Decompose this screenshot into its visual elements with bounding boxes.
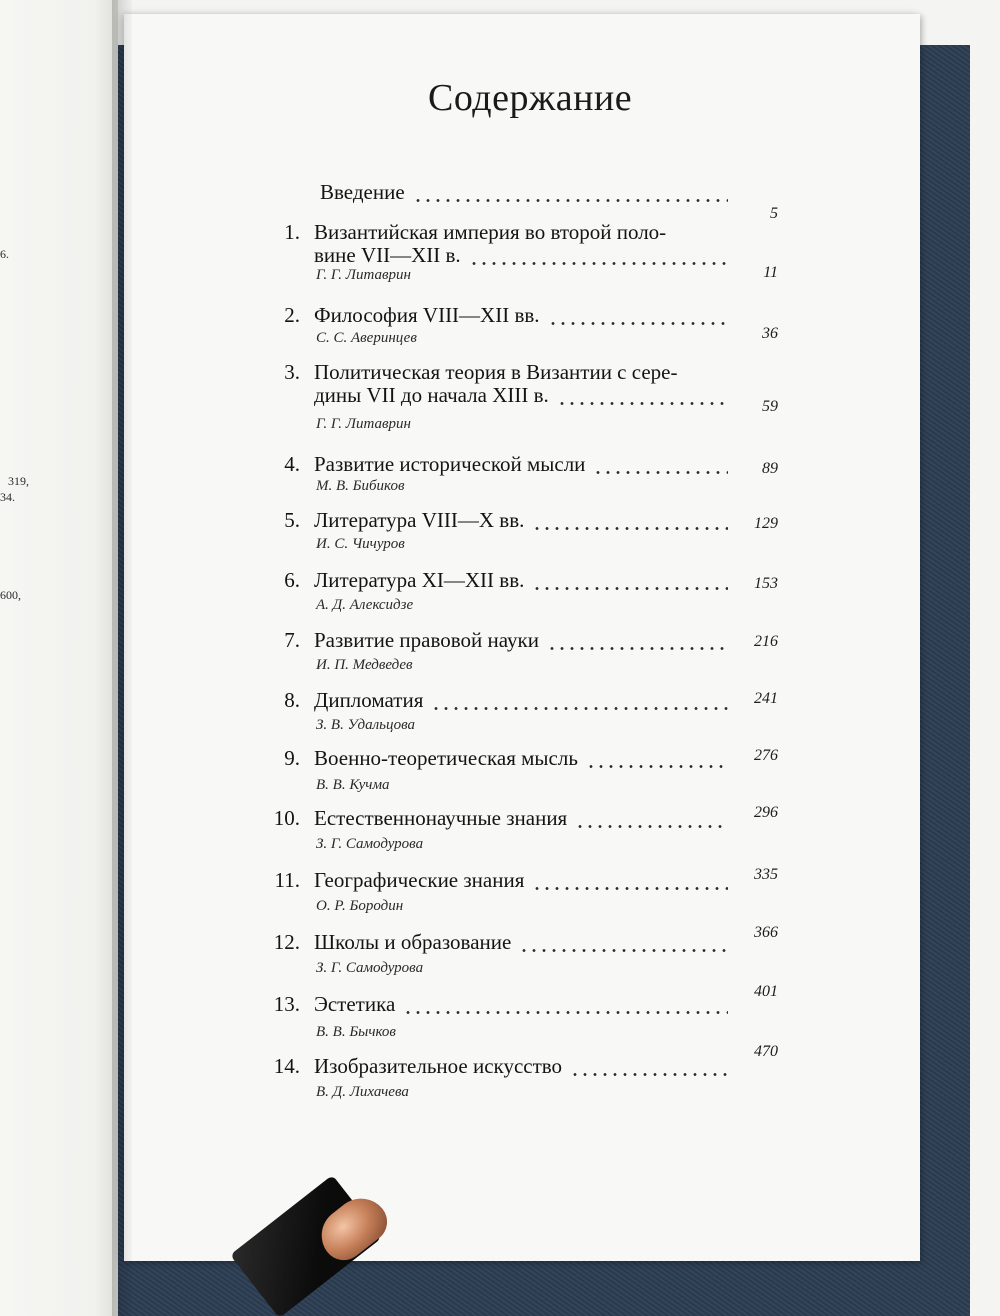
- page-gutter: [112, 0, 132, 1316]
- dot-leader: [519, 949, 728, 952]
- toc-entry-author: И. П. Медведев: [316, 657, 413, 673]
- toc-entry-author: Г. Г. Литаврин: [316, 267, 411, 283]
- toc-entry-title-line: Эстетика: [314, 992, 396, 1016]
- dot-leader: [431, 707, 728, 710]
- toc-entry-title-line: Введение: [320, 180, 405, 204]
- toc-entry-page-number: 89: [762, 460, 778, 477]
- toc-entry-title-line: Византийская империя во второй поло-: [314, 220, 667, 244]
- toc-entry-number: 12.: [273, 930, 300, 954]
- dot-leader: [575, 825, 728, 828]
- toc-entry-author: З. Г. Самодурова: [316, 836, 424, 852]
- dot-leader: [403, 1011, 728, 1014]
- toc-entry-author: А. Д. Алексидзе: [316, 597, 414, 613]
- toc-entry-page-number: 335: [754, 866, 778, 883]
- toc-entry-author: Г. Г. Литаврин: [316, 416, 411, 432]
- dot-leader: [532, 527, 728, 530]
- toc-entry-title-line: Философия VIII—XII вв.: [314, 303, 540, 327]
- dot-leader: [413, 199, 728, 202]
- toc-entry-author: В. В. Кучма: [316, 777, 390, 793]
- left-page-fragment: 319,: [8, 474, 29, 488]
- toc-entry-author: И. С. Чичуров: [316, 536, 405, 552]
- toc-entry-author: С. С. Аверинцев: [316, 330, 417, 346]
- dot-leader: [532, 587, 728, 590]
- toc-entry-title-line: Литература VIII—X вв.: [314, 508, 525, 532]
- toc-entry-number: 7.: [284, 628, 300, 652]
- dot-leader: [570, 1073, 728, 1076]
- toc-entry-author: О. Р. Бородин: [316, 898, 404, 914]
- toc-entry-number: 1.: [284, 220, 300, 244]
- toc-entry-author: З. Г. Самодурова: [316, 960, 424, 976]
- left-page-fragment: 600,: [0, 588, 21, 602]
- dot-leader: [557, 402, 728, 405]
- dot-leader: [586, 765, 728, 768]
- left-page-fragment: 34.: [0, 490, 15, 504]
- dot-leader: [532, 887, 728, 890]
- toc-entry-page-number: 36: [762, 325, 778, 342]
- toc-entry-page-number: 216: [754, 633, 778, 650]
- toc-entry-number: 10.: [273, 806, 300, 830]
- toc-entry-page-number: 366: [754, 924, 778, 941]
- toc-entry-title-line: Развитие правовой науки: [314, 628, 539, 652]
- toc-entry-title-line: Литература XI—XII вв.: [314, 568, 525, 592]
- toc-entry-number: 4.: [284, 452, 300, 476]
- toc-entry-number: 6.: [284, 568, 300, 592]
- toc-entry-title-line: Географические знания: [314, 868, 525, 892]
- toc-entry-author: В. Д. Лихачева: [316, 1084, 409, 1100]
- toc-entry-title-line: вине VII—XII в.: [314, 243, 461, 267]
- toc-entry-page-number: 59: [762, 398, 778, 415]
- toc-entry-author: В. В. Бычков: [316, 1024, 396, 1040]
- toc-entry-author: М. В. Бибиков: [316, 478, 405, 494]
- toc-entry-title-line: дины VII до начала XIII в.: [314, 383, 549, 407]
- toc-entry-title-line: Изобразительное искусство: [314, 1054, 563, 1078]
- toc-entry-title-line: Развитие исторической мысли: [314, 452, 586, 476]
- toc-entry-title-line: Политическая теория в Византии с сере-: [314, 360, 678, 384]
- toc-entry-title-line: Военно-теоретическая мысль: [314, 746, 578, 770]
- toc-entry-page-number: 11: [763, 264, 778, 281]
- dot-leader: [593, 471, 728, 474]
- dot-leader: [548, 322, 728, 325]
- toc-entry-title-line: Школы и образование: [314, 930, 512, 954]
- dot-leader: [547, 647, 728, 650]
- toc-entry-page-number: 276: [754, 747, 778, 764]
- left-page-fragment: 6.: [0, 247, 9, 261]
- toc-entry-number: 9.: [284, 746, 300, 770]
- toc-entry-page-number: 241: [754, 690, 778, 707]
- toc-entry-number: 5.: [284, 508, 300, 532]
- toc-entry-page-number: 470: [754, 1043, 778, 1060]
- page-title: Содержание: [428, 77, 633, 119]
- toc-entry-page-number: 5: [770, 205, 778, 222]
- toc-entry-number: 2.: [284, 303, 300, 327]
- toc-entry-number: 3.: [284, 360, 300, 384]
- toc-entry-number: 8.: [284, 688, 300, 712]
- toc-entry-title-line: Естественнонаучные знания: [314, 806, 568, 830]
- toc-entry-number: 11.: [274, 868, 300, 892]
- toc-entry-number: 14.: [273, 1054, 300, 1078]
- dot-leader: [469, 262, 728, 265]
- toc-entry-page-number: 401: [754, 983, 778, 1000]
- toc-entry-title-line: Дипломатия: [314, 688, 424, 712]
- toc-entry-number: 13.: [273, 992, 300, 1016]
- toc-entry-page-number: 129: [754, 515, 778, 532]
- toc-entry-author: З. В. Удальцова: [316, 717, 416, 733]
- toc-entry-page-number: 296: [754, 804, 778, 821]
- left-page: [0, 0, 118, 1316]
- toc-entry-page-number: 153: [754, 575, 778, 592]
